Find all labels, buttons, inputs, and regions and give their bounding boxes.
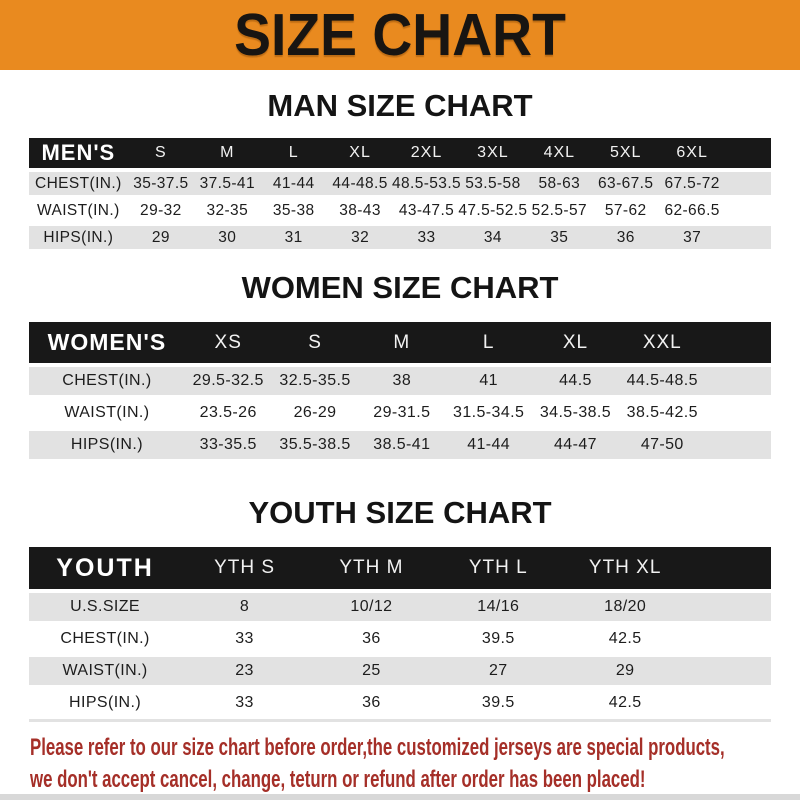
size-value: 52.5-57 xyxy=(531,201,587,219)
size-value: 25 xyxy=(362,662,381,679)
women-table-header-row xyxy=(29,322,771,363)
size-value: 38.5-42.5 xyxy=(626,404,698,421)
size-col-header: YTH L xyxy=(468,557,528,578)
size-value: 31 xyxy=(284,228,303,246)
row-label: WAIST(IN.) xyxy=(62,662,148,679)
size-value: 42.5 xyxy=(608,694,642,711)
size-value: 31.5-34.5 xyxy=(453,404,525,421)
size-value: 47-50 xyxy=(640,436,684,453)
size-value: 35-37.5 xyxy=(133,174,189,192)
size-value: 32 xyxy=(351,228,370,246)
size-value: 32-35 xyxy=(206,201,249,219)
size-value: 33 xyxy=(417,228,436,246)
size-value: 58-63 xyxy=(538,174,581,192)
youth-chest-row xyxy=(29,625,771,653)
size-col-header: YTH S xyxy=(214,557,276,578)
size-value: 44-48.5 xyxy=(332,174,388,192)
size-col-header: 5XL xyxy=(609,144,642,161)
size-value: 30 xyxy=(218,228,237,246)
size-value: 44.5-48.5 xyxy=(626,372,698,389)
row-label: HIPS(IN.) xyxy=(69,694,142,711)
size-value: 29-32 xyxy=(140,201,182,219)
size-value: 57-62 xyxy=(604,201,647,219)
size-value: 44-47 xyxy=(554,436,597,453)
men-table-title: MEN'S xyxy=(41,140,116,165)
size-col-header: XL xyxy=(562,331,589,353)
size-value: 37.5-41 xyxy=(199,174,255,192)
size-value: 35 xyxy=(550,228,569,246)
size-value: 48.5-53.5 xyxy=(391,174,462,192)
size-value: 63-67.5 xyxy=(598,174,654,192)
men-waist-row xyxy=(29,199,771,222)
size-value: 14/16 xyxy=(477,598,520,615)
youth-table-header-row xyxy=(29,547,771,589)
size-col-header: M xyxy=(393,331,411,353)
size-col-header: 2XL xyxy=(410,144,443,161)
size-value: 34.5-38.5 xyxy=(539,404,612,421)
row-label: CHEST(IN.) xyxy=(62,372,152,389)
size-col-header: YTH M xyxy=(339,557,404,578)
size-value: 32.5-35.5 xyxy=(279,372,351,389)
men-size-table xyxy=(29,138,771,249)
size-value: 35.5-38.5 xyxy=(279,436,351,453)
size-value: 10/12 xyxy=(350,598,393,615)
youth-section-heading: YOUTH SIZE CHART xyxy=(248,495,552,530)
size-col-header: M xyxy=(220,144,235,161)
size-value: 42.5 xyxy=(608,630,642,647)
size-value: 43-47.5 xyxy=(398,201,455,219)
row-label: WAIST(IN.) xyxy=(37,201,120,219)
size-value: 39.5 xyxy=(481,694,515,711)
size-value: 38.5-41 xyxy=(373,436,431,453)
size-value: 26-29 xyxy=(293,404,337,421)
youth-waist-row xyxy=(29,657,771,685)
size-value: 37 xyxy=(683,228,702,246)
size-col-header: S xyxy=(308,331,322,353)
size-value: 36 xyxy=(362,630,381,647)
women-table-title: WOMEN'S xyxy=(47,329,167,355)
women-section-heading: WOMEN SIZE CHART xyxy=(241,270,559,305)
size-value: 39.5 xyxy=(481,630,515,647)
size-value: 33 xyxy=(235,630,254,647)
men-section-heading: MAN SIZE CHART xyxy=(267,88,533,123)
size-col-header: XS xyxy=(214,331,242,353)
row-label: CHEST(IN.) xyxy=(60,630,150,647)
size-value: 38 xyxy=(392,372,412,389)
size-col-header: XL xyxy=(349,144,371,161)
size-value: 41 xyxy=(479,372,498,389)
disclaimer-line-2: we don't accept cancel, change, teturn or refund after order has been placed! xyxy=(30,766,646,793)
size-value: 27 xyxy=(488,662,508,679)
men-table-header-row xyxy=(29,138,771,168)
size-value: 41-44 xyxy=(467,436,511,453)
youth-hips-row xyxy=(29,689,771,717)
row-label: HIPS(IN.) xyxy=(43,228,114,246)
size-value: 36 xyxy=(362,694,381,711)
size-value: 67.5-72 xyxy=(664,174,720,192)
size-value: 34 xyxy=(483,228,502,246)
size-value: 29-31.5 xyxy=(373,404,431,421)
women-hips-row xyxy=(29,431,771,459)
disclaimer-text xyxy=(30,732,725,796)
size-value: 44.5 xyxy=(559,372,592,389)
size-value: 38-43 xyxy=(339,201,381,219)
men-chest-row xyxy=(29,172,771,195)
men-hips-row xyxy=(29,226,771,249)
size-col-header: 3XL xyxy=(477,144,509,161)
bottom-edge-strip xyxy=(0,794,800,800)
size-value: 23.5-26 xyxy=(199,404,257,421)
size-value: 29.5-32.5 xyxy=(192,372,264,389)
women-chest-row xyxy=(29,367,771,395)
size-value: 33 xyxy=(235,694,254,711)
youth-size-table xyxy=(29,547,771,722)
size-value: 33-35.5 xyxy=(199,436,257,453)
size-value: 36 xyxy=(616,228,635,246)
size-value: 29 xyxy=(151,228,170,246)
size-col-header: YTH XL xyxy=(588,557,662,578)
youth-table-title: YOUTH xyxy=(56,553,154,582)
size-col-header: XXL xyxy=(642,331,682,353)
size-value: 47.5-52.5 xyxy=(458,201,528,219)
size-value: 29 xyxy=(615,662,635,679)
disclaimer-line-1: Please refer to our size chart before order,the customized jerseys are special products, xyxy=(30,734,725,761)
banner xyxy=(0,0,800,70)
size-value: 53.5-58 xyxy=(465,174,521,192)
row-label: WAIST(IN.) xyxy=(64,404,150,421)
women-size-table xyxy=(29,322,771,459)
size-value: 41-44 xyxy=(272,174,315,192)
size-col-header: S xyxy=(155,144,167,161)
row-label: CHEST(IN.) xyxy=(35,174,122,192)
page-title: SIZE CHART xyxy=(234,1,566,69)
size-value: 35-38 xyxy=(272,201,315,219)
size-value: 23 xyxy=(235,662,254,679)
youth-ussize-row xyxy=(29,593,771,621)
row-label: HIPS(IN.) xyxy=(70,436,143,453)
women-waist-row xyxy=(29,399,771,427)
row-label: U.S.SIZE xyxy=(70,598,140,615)
size-col-header: 4XL xyxy=(543,144,576,161)
size-value: 62-66.5 xyxy=(664,201,720,219)
size-value: 8 xyxy=(239,598,250,615)
size-value: 18/20 xyxy=(604,598,647,615)
size-col-header: L xyxy=(482,331,495,353)
size-col-header: L xyxy=(288,144,299,161)
size-col-header: 6XL xyxy=(676,144,708,161)
